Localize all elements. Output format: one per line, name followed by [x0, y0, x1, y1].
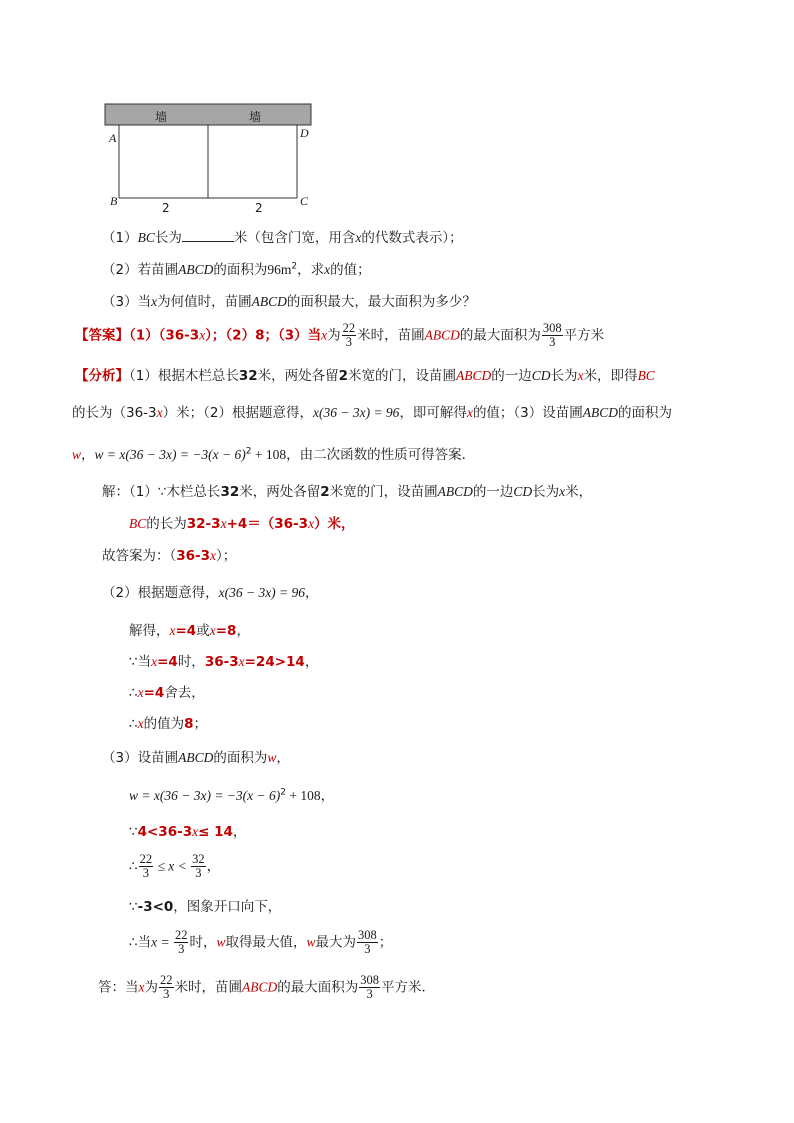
solution-line-6: ∵当x=4时，36-3x=24>14， — [129, 654, 319, 670]
solution-line-10: $w = x(36 - 3x) = -3(x - 6)^2 + 108$， — [129, 787, 335, 804]
wall-label-right: 墙 — [249, 110, 262, 124]
gate-left-label: 2 — [162, 201, 170, 215]
solution-line-9: （3）设苗圃ABCD的面积为w， — [102, 750, 290, 766]
wall-label-left: 墙 — [155, 110, 168, 124]
solution-line-14: ∴当x = $\frac{22}{3}$ 时，w取得最大值，w最大为 $\frac{308}{3}$ ； — [129, 928, 393, 956]
point-d-label: D — [300, 126, 309, 140]
point-a-label: A — [109, 131, 117, 145]
question-2: （2）若苗圃ABCD的面积为$96m^2$，求x的值； — [102, 261, 371, 278]
solution-line-4: （2）根据题意得，x(36 − 3x) = 96， — [102, 585, 319, 601]
garden-diagram — [100, 100, 320, 220]
solution-line-2: BC的长为32-3x+4＝（36-3x）米， — [129, 516, 355, 532]
question-1: （1）BC长为 米（包含门宽，用含x的代数式表示）； — [102, 230, 463, 246]
solution-line-1: 解：（1）∵木栏总长32米，两处各留2米宽的门，设苗圃ABCD的一边CD长为x米， — [102, 484, 593, 500]
analysis-line-1: 【分析】（1）根据木栏总长32米，两处各留2米宽的门，设苗圃ABCD的一边CD长为x米，即得BC — [75, 368, 655, 384]
gate-right-label: 2 — [255, 201, 263, 215]
point-c-label: C — [300, 194, 309, 208]
analysis-line-3: w，$w = x(36 - 3x) = -3(x - 6)^2 + 108$，由二次函数的性质可得答案． — [72, 446, 476, 463]
solution-line-7: ∴x=4舍去， — [129, 685, 205, 701]
solution-line-12: ∴ $\frac{22}{3}$ ≤ x < $\frac{32}{3}$ ， — [129, 852, 221, 880]
solution-line-11: ∵4<36-3x≤ 14， — [129, 824, 247, 840]
answer-line: 【答案】（1）（36-3x）；（2）8；（3）当x为 $\frac{22}{3}$ 米时，苗圃ABCD的最大面积为 $\frac{308}{3}$ 平方米 — [75, 321, 605, 349]
garden-diagram-svg — [100, 100, 320, 220]
question-3: （3）当x为何值时，苗圃ABCD的面积最大，最大面积为多少？ — [102, 294, 476, 310]
solution-line-3: 故答案为：（36-3x）； — [102, 548, 237, 564]
solution-line-8: ∴x的值为8； — [129, 716, 207, 732]
analysis-line-2: 的长为（36-3x）米；（2）根据题意得，x(36 − 3x) = 96，即可解得x的值；（3）设苗圃ABCD的面积为 — [72, 405, 673, 421]
solution-line-13: ∵-3<0，图象开口向下， — [129, 899, 282, 915]
answer-blank — [182, 228, 234, 242]
point-b-label: B — [110, 194, 118, 208]
solution-line-5: 解得，x=4或x=8， — [129, 623, 250, 639]
wall — [105, 104, 311, 125]
final-answer-line: 答：当x为 $\frac{22}{3}$ 米时，苗圃ABCD的最大面积为 $\frac{308}{3}$ 平方米． — [98, 973, 435, 1001]
